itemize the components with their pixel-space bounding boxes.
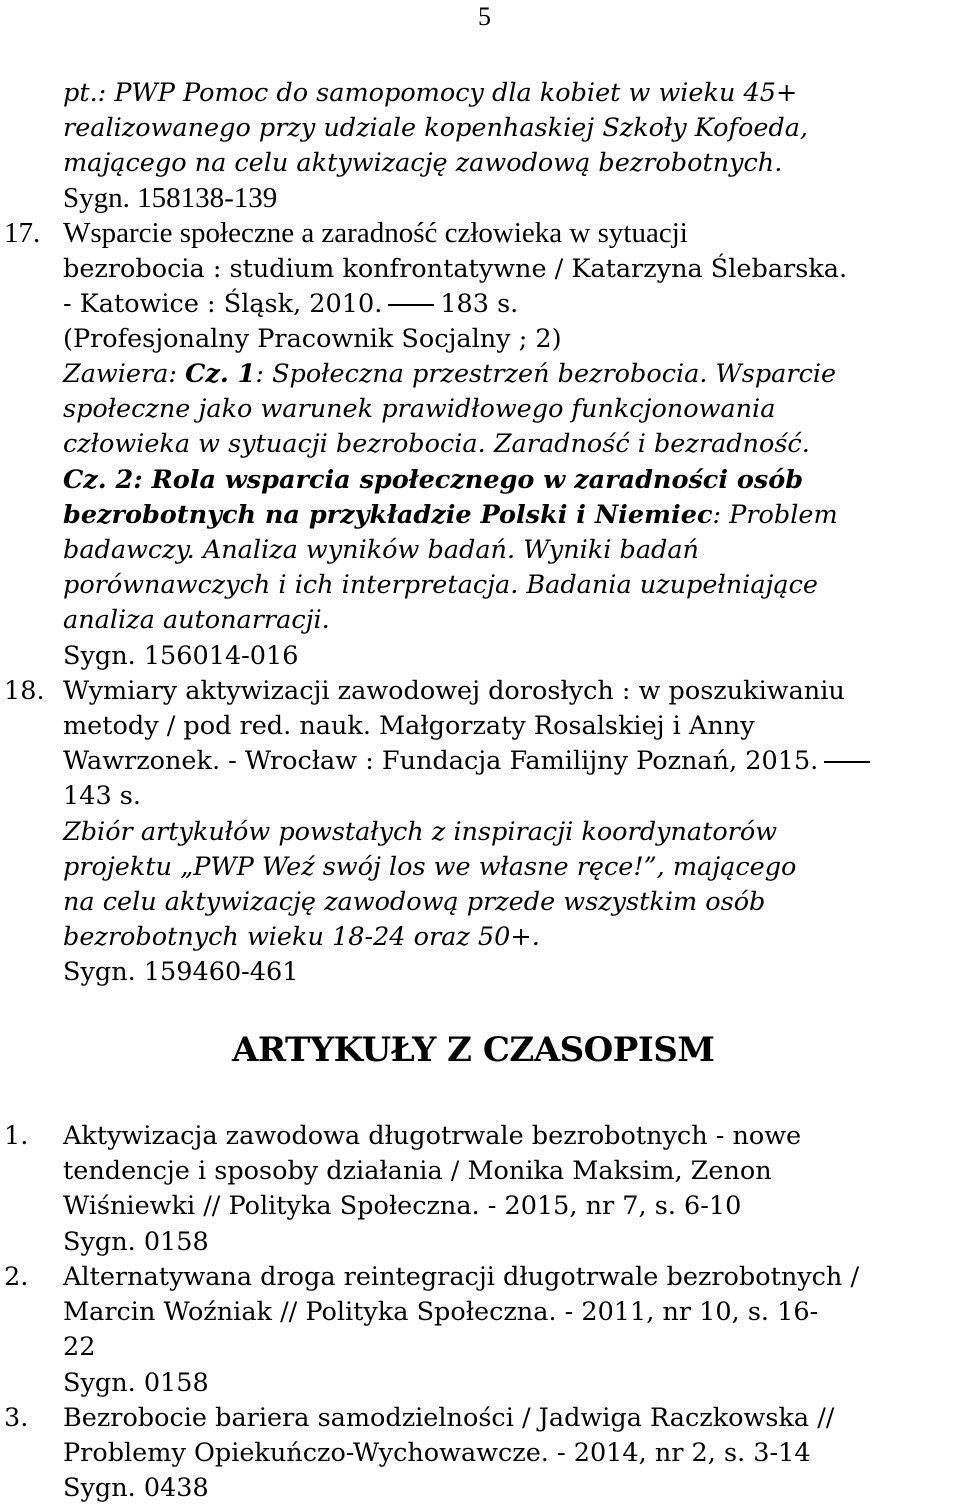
entry-line xyxy=(63,287,518,321)
article-line: Aktywizacja zawodowa długotrwale bezrobotnych - nowe xyxy=(63,1121,802,1151)
publisher-info: Wawrzonek. - Wrocław : Fundacja Familijny Poznań, 2015. xyxy=(63,746,819,776)
entry-line: mającego na celu aktywizację zawodową bezrobotnych. xyxy=(63,148,783,178)
entry-number: 17. xyxy=(4,217,41,249)
entry-line: Wsparcie społeczne a zaradność człowieka w sytuacji xyxy=(63,217,688,249)
article-line: Bezrobocie bariera samodzielności / Jadwiga Raczkowska // xyxy=(63,1403,835,1433)
article-line: Marcin Woźniak // Polityka Społeczna. - 2011, nr 10, s. 16- xyxy=(63,1297,819,1327)
contents-line xyxy=(63,463,803,497)
call-number: Sygn. 159460-461 xyxy=(63,957,299,987)
article-line: Alternatywana droga reintegracji długotrwale bezrobotnych / xyxy=(63,1262,860,1292)
entry-line: społeczne jako warunek prawidłowego funkcjonowania xyxy=(63,394,776,424)
series-line: (Profesjonalny Pracownik Socjalny ; 2) xyxy=(63,324,562,354)
entry-line: na celu aktywizację zawodową przede wszystkim osób xyxy=(63,887,766,917)
part-title-rest: : Problem xyxy=(712,500,838,530)
call-number: Sygn. 0438 xyxy=(63,1473,209,1503)
entry-line: pt.: PWP Pomoc do samopomocy dla kobiet w wieku 45+ xyxy=(63,78,798,108)
call-number: Sygn. 0158 xyxy=(63,1227,209,1257)
call-number: Sygn. 0158 xyxy=(63,1368,209,1398)
publisher-info: - Katowice : Śląsk, 2010. xyxy=(63,289,383,319)
entry-number: 18. xyxy=(4,676,45,706)
part-title: : Społeczna przestrzeń bezrobocia. Wsparcie xyxy=(255,359,837,389)
article-line: 22 xyxy=(63,1332,96,1362)
entry-line xyxy=(63,498,838,532)
article-number: 1. xyxy=(4,1121,29,1151)
page-count: 143 s. xyxy=(63,781,141,811)
entry-line: badawczy. Analiza wyników badań. Wyniki badań xyxy=(63,535,699,565)
article-number: 2. xyxy=(4,1262,29,1292)
entry-line xyxy=(63,744,876,778)
dash-separator xyxy=(388,304,434,306)
call-number: Sygn. 158138-139 xyxy=(63,182,278,214)
part-title: : Rola wsparcia społecznego w zaradności osób xyxy=(133,465,804,495)
page-number: 5 xyxy=(478,2,491,31)
section-heading: ARTYKUŁY Z CZASOPISM xyxy=(232,1030,715,1070)
entry-line: projektu „PWP Weź swój los we własne ręce!”, mającego xyxy=(63,852,797,882)
contents-line xyxy=(63,357,836,391)
article-line: Problemy Opiekuńczo-Wychowawcze. - 2014, nr 2, s. 3-14 xyxy=(63,1438,811,1468)
entry-line: Zbiór artykułów powstałych z inspiracji koordynatorów xyxy=(63,817,778,847)
entry-line: porównawczych i ich interpretacja. Badania uzupełniające xyxy=(63,570,819,600)
part-label: Cz. 1 xyxy=(185,359,256,389)
call-number: Sygn. 156014-016 xyxy=(63,641,299,671)
entry-line: bezrobocia : studium konfrontatywne / Katarzyna Ślebarska. xyxy=(63,254,848,284)
entry-line: analiza autonarracji. xyxy=(63,605,330,635)
entry-line: bezrobotnych wieku 18-24 oraz 50+. xyxy=(63,922,540,952)
part-label: Cz. 2 xyxy=(63,465,134,495)
part-title-cont: bezrobotnych na przykładzie Polski i Niemiec xyxy=(63,500,713,530)
entry-line: Wymiary aktywizacji zawodowej dorosłych : w poszukiwaniu xyxy=(63,676,845,706)
entry-line: człowieka w sytuacji bezrobocia. Zaradność i bezradność. xyxy=(63,429,810,459)
contents-label: Zawiera: xyxy=(63,359,186,389)
dash-separator xyxy=(824,761,870,763)
article-line: tendencje i sposoby działania / Monika Maksim, Zenon xyxy=(63,1156,772,1186)
entry-line: realizowanego przy udziale kopenhaskiej Szkoły Kofoeda, xyxy=(63,113,809,143)
article-number: 3. xyxy=(4,1403,29,1433)
article-line: Wiśniewki // Polityka Społeczna. - 2015, nr 7, s. 6-10 xyxy=(63,1191,742,1221)
page-count: 183 s. xyxy=(440,289,519,319)
entry-line: metody / pod red. nauk. Małgorzaty Rosalskiej i Anny xyxy=(63,711,755,741)
